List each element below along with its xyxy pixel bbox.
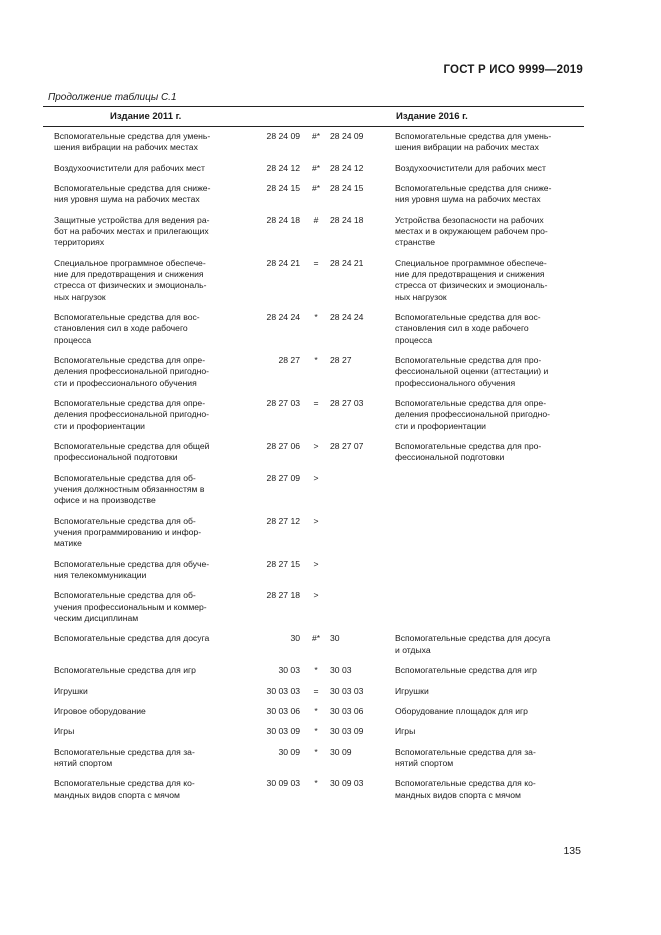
name-2011-line: стресса от физических и эмоциональ- <box>54 280 207 291</box>
name-2016 <box>395 258 585 303</box>
table-row <box>0 473 661 516</box>
name-2016-line: ние для предотвращения и снижения <box>395 269 545 280</box>
name-2011 <box>54 726 250 737</box>
name-2016 <box>395 747 585 770</box>
code-2016: 28 24 18 <box>330 214 364 225</box>
name-2011 <box>54 706 250 717</box>
name-2016 <box>395 355 585 389</box>
name-2016 <box>395 778 585 801</box>
relation-symbol: > <box>313 472 319 483</box>
table-row <box>0 665 661 685</box>
table-body <box>0 131 661 810</box>
name-2011-line: Защитные устройства для ведения ра- <box>54 214 210 225</box>
relation-symbol: #* <box>311 183 321 194</box>
code-2011: 30 09 <box>278 746 300 757</box>
code-2016: 28 24 09 <box>330 131 364 141</box>
code-2011: 30 03 03 <box>266 685 300 696</box>
name-2016-line: нятий спортом <box>395 757 454 768</box>
code-2011: 28 24 15 <box>266 183 300 194</box>
name-2011 <box>54 398 250 432</box>
code-2016: 28 24 21 <box>330 257 364 268</box>
column-header-2011: Издание 2011 г. <box>110 111 182 122</box>
name-2011-line: Вспомогательные средства для сниже- <box>54 183 211 194</box>
name-2011-line: территориях <box>54 237 105 248</box>
name-2016-line: Специальное программное обеспече- <box>395 257 547 268</box>
table-row <box>0 590 661 633</box>
name-2011-line: Игры <box>54 726 75 737</box>
table-row <box>0 559 661 591</box>
relation-symbol: > <box>313 558 319 569</box>
relation-symbol: > <box>313 590 319 601</box>
table-row <box>0 183 661 215</box>
relation-symbol: > <box>313 441 319 452</box>
code-2011: 28 27 18 <box>266 590 300 601</box>
name-2011 <box>54 633 250 644</box>
name-2011-line: ния уровня шума на рабочих местах <box>54 194 200 205</box>
name-2016 <box>395 665 585 676</box>
name-2016-line: Оборудование площадок для игр <box>395 705 528 716</box>
name-2011-line: сти и профориентации <box>54 420 145 431</box>
name-2011 <box>54 355 250 389</box>
name-2016-line: Вспомогательные средства для про- <box>395 441 542 452</box>
table-row <box>0 441 661 473</box>
name-2011-line: Вспомогательные средства для опре- <box>54 355 206 366</box>
name-2011 <box>54 163 250 174</box>
code-2011: 30 03 06 <box>266 705 300 716</box>
code-2016: 30 03 03 <box>330 685 364 696</box>
name-2016 <box>395 686 585 697</box>
name-2016 <box>395 633 585 656</box>
name-2011-line: офисе и на производстве <box>54 495 156 506</box>
name-2016 <box>395 215 585 249</box>
name-2016-line: Игрушки <box>395 685 429 696</box>
name-2016-line: Вспомогательные средства для вос- <box>395 312 541 323</box>
name-2011-line: Вспомогательные средства для общей <box>54 441 210 452</box>
code-2016: 28 27 03 <box>330 398 364 409</box>
table-row <box>0 163 661 183</box>
name-2011 <box>54 559 250 582</box>
name-2016 <box>395 398 585 432</box>
name-2016-line: странстве <box>395 237 436 248</box>
column-header-2016: Издание 2016 г. <box>396 111 468 122</box>
name-2011-line: учения должностным обязанностям в <box>54 484 205 495</box>
name-2016 <box>395 183 585 206</box>
relation-symbol: = <box>313 685 319 696</box>
name-2016-line: и отдыха <box>395 644 431 655</box>
relation-symbol: #* <box>311 162 321 173</box>
table-row <box>0 131 661 163</box>
name-2011-line: Вспомогательные средства для досуга <box>54 633 210 644</box>
name-2016-line: ния уровня шума на рабочих местах <box>395 194 541 205</box>
name-2016-line: ных нагрузок <box>395 291 447 302</box>
name-2011-line: Вспомогательные средства для вос- <box>54 312 200 323</box>
name-2016-line: Вспомогательные средства для умень- <box>395 131 552 141</box>
name-2011-line: Вспомогательные средства для об- <box>54 590 196 601</box>
code-2011: 30 03 <box>278 665 300 676</box>
name-2011-line: Вспомогательные средства для об- <box>54 515 196 526</box>
name-2011-line: процесса <box>54 334 92 345</box>
name-2011-line: Специальное программное обеспече- <box>54 257 206 268</box>
code-2011: 28 27 06 <box>266 441 300 452</box>
name-2016-line: Игры <box>395 726 416 737</box>
name-2016 <box>395 726 585 737</box>
name-2016-line: Вспомогательные средства для за- <box>395 746 536 757</box>
code-2016: 30 03 09 <box>330 726 364 737</box>
name-2011-line: шения вибрации на рабочих местах <box>54 142 198 153</box>
name-2011-line: ния телекоммуникации <box>54 570 147 581</box>
name-2016-line: фессиональной подготовки <box>395 452 505 463</box>
name-2011-line: ческим дисциплинам <box>54 613 139 624</box>
relation-symbol: * <box>314 705 318 716</box>
table-row <box>0 686 661 706</box>
table-row <box>0 312 661 355</box>
name-2011 <box>54 183 250 206</box>
table-row <box>0 258 661 312</box>
relation-symbol: * <box>314 778 318 789</box>
code-2011: 30 <box>290 633 300 644</box>
name-2016-line: стресса от физических и эмоциональ- <box>395 280 548 291</box>
table-row <box>0 215 661 258</box>
name-2016-line: Вспомогательные средства для игр <box>395 665 537 676</box>
table-row <box>0 726 661 746</box>
name-2011-line: деления профессиональной пригодно- <box>54 409 210 420</box>
name-2011-line: Вспомогательные средства для игр <box>54 665 196 676</box>
page-number: 135 <box>563 845 581 857</box>
name-2011-line: сти и профессионального обучения <box>54 377 197 388</box>
name-2011-line: бот на рабочих местах и прилегающих <box>54 226 209 237</box>
relation-symbol: * <box>314 746 318 757</box>
name-2011-line: Вспомогательные средства для ко- <box>54 778 195 789</box>
table-row <box>0 633 661 665</box>
name-2011-line: Игровое оборудование <box>54 705 146 716</box>
table-row <box>0 355 661 398</box>
name-2011-line: ние для предотвращения и снижения <box>54 269 204 280</box>
code-2011: 28 27 <box>278 355 300 366</box>
name-2016-line: фессиональной оценки (аттестации) и <box>395 366 549 377</box>
code-2011: 30 09 03 <box>266 778 300 789</box>
name-2011 <box>54 516 250 550</box>
name-2016-line: Вспомогательные средства для опре- <box>395 398 547 409</box>
table-row <box>0 747 661 779</box>
name-2011-line: Вспомогательные средства для об- <box>54 472 196 483</box>
name-2011-line: нятий спортом <box>54 757 113 768</box>
name-2016 <box>395 163 585 174</box>
code-2016: 28 27 <box>330 355 352 366</box>
name-2011 <box>54 686 250 697</box>
relation-symbol: * <box>314 355 318 366</box>
name-2016 <box>395 312 585 346</box>
name-2011 <box>54 665 250 676</box>
name-2016-line: Устройства безопасности на рабочих <box>395 214 544 225</box>
name-2011-line: становления сил в ходе рабочего <box>54 323 188 334</box>
code-2011: 28 27 09 <box>266 472 300 483</box>
name-2011 <box>54 312 250 346</box>
name-2011 <box>54 441 250 464</box>
name-2016-line: мандных видов спорта с мячом <box>395 789 521 800</box>
code-2011: 28 27 03 <box>266 398 300 409</box>
table-row <box>0 398 661 441</box>
name-2011 <box>54 215 250 249</box>
name-2016-line: Вспомогательные средства для досуга <box>395 633 551 644</box>
name-2011-line: профессиональной подготовки <box>54 452 178 463</box>
code-2011: 28 24 12 <box>266 162 300 173</box>
name-2016 <box>395 706 585 717</box>
relation-symbol: * <box>314 312 318 323</box>
table-row <box>0 778 661 810</box>
name-2016-line: Вспомогательные средства для ко- <box>395 778 536 789</box>
relation-symbol: = <box>313 257 319 268</box>
name-2016-line: профессионального обучения <box>395 377 516 388</box>
code-2016: 30 <box>330 633 340 644</box>
code-2011: 28 24 24 <box>266 312 300 323</box>
name-2011-line: Игрушки <box>54 685 88 696</box>
table-row <box>0 706 661 726</box>
name-2016-line: сти и профориентации <box>395 420 486 431</box>
code-2011: 28 24 18 <box>266 214 300 225</box>
table-header <box>43 106 584 127</box>
relation-symbol: #* <box>311 131 321 141</box>
name-2011-line: Вспомогательные средства для обуче- <box>54 558 210 569</box>
name-2011-line: Вспомогательные средства для умень- <box>54 131 211 141</box>
name-2011-line: матике <box>54 538 82 549</box>
name-2016-line: деления профессиональной пригодно- <box>395 409 551 420</box>
relation-symbol: #* <box>311 633 321 644</box>
code-2016: 28 27 07 <box>330 441 364 452</box>
name-2011-line: Воздухоочистители для рабочих мест <box>54 162 205 173</box>
name-2016-line: становления сил в ходе рабочего <box>395 323 529 334</box>
name-2011-line: деления профессиональной пригодно- <box>54 366 210 377</box>
name-2011-line: Вспомогательные средства для за- <box>54 746 195 757</box>
name-2016 <box>395 441 585 464</box>
relation-symbol: = <box>313 398 319 409</box>
name-2011 <box>54 747 250 770</box>
table-caption: Продолжение таблицы С.1 <box>48 92 177 103</box>
name-2016-line: шения вибрации на рабочих местах <box>395 142 539 153</box>
name-2011 <box>54 131 250 154</box>
name-2011-line: учения программированию и инфор- <box>54 527 202 538</box>
code-2011: 28 27 12 <box>266 515 300 526</box>
name-2016 <box>395 131 585 154</box>
code-2016: 30 03 <box>330 665 352 676</box>
name-2016-line: местах и в окружающем рабочем про- <box>395 226 548 237</box>
relation-symbol: # <box>313 214 319 225</box>
code-2011: 28 24 21 <box>266 257 300 268</box>
code-2016: 30 09 03 <box>330 778 364 789</box>
relation-symbol: * <box>314 726 318 737</box>
code-2016: 30 09 <box>330 746 352 757</box>
name-2011-line: ных нагрузок <box>54 291 106 302</box>
code-2016: 28 24 15 <box>330 183 364 194</box>
name-2011-line: мандных видов спорта с мячом <box>54 789 180 800</box>
document-standard-code: ГОСТ Р ИСО 9999—2019 <box>443 64 583 76</box>
name-2011 <box>54 590 250 624</box>
name-2011 <box>54 473 250 507</box>
name-2011-line: учения профессиональным и коммер- <box>54 601 207 612</box>
name-2011-line: Вспомогательные средства для опре- <box>54 398 206 409</box>
code-2011: 28 24 09 <box>266 131 300 141</box>
name-2016-line: Вспомогательные средства для про- <box>395 355 542 366</box>
code-2016: 30 03 06 <box>330 705 364 716</box>
name-2016-line: Воздухоочистители для рабочих мест <box>395 162 546 173</box>
code-2011: 28 27 15 <box>266 558 300 569</box>
name-2016-line: процесса <box>395 334 433 345</box>
relation-symbol: > <box>313 515 319 526</box>
code-2016: 28 24 12 <box>330 162 364 173</box>
name-2016-line: Вспомогательные средства для сниже- <box>395 183 552 194</box>
code-2011: 30 03 09 <box>266 726 300 737</box>
table-row <box>0 516 661 559</box>
name-2011 <box>54 258 250 303</box>
relation-symbol: * <box>314 665 318 676</box>
code-2016: 28 24 24 <box>330 312 364 323</box>
name-2011 <box>54 778 250 801</box>
